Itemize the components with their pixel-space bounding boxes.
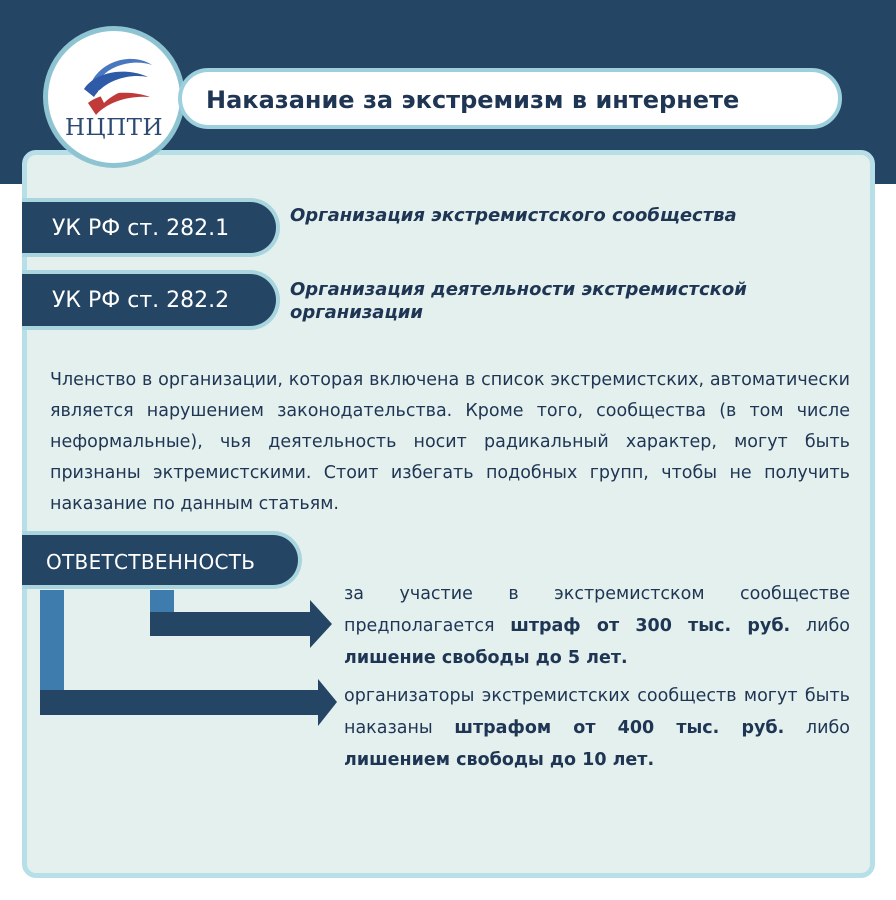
- logo-text: НЦПТИ: [64, 115, 164, 141]
- item-text: либо: [790, 616, 850, 636]
- responsibility-item-1: [344, 578, 850, 674]
- item-text: либо: [784, 718, 850, 738]
- article-description: Организация деятельности экстремистской организации: [290, 279, 747, 323]
- item-text: за участие в экстремистском сообществе предполагается: [344, 584, 850, 636]
- item-text: организаторы экстремистских сообществ могут быть наказаны: [344, 686, 850, 738]
- article-code: УК РФ ст. 282.1: [52, 216, 230, 241]
- arrow-inner-icon: [150, 600, 332, 648]
- page-title: Наказание за экстремизм в интернете: [206, 86, 740, 114]
- item-prison: лишение свободы до 5 лет.: [344, 648, 628, 668]
- article-description: Организация экстремистского сообщества: [290, 205, 737, 226]
- article-code: УК РФ ст. 282.2: [52, 288, 230, 313]
- arrow-outer-icon: [40, 679, 337, 726]
- item-fine: штрафом от 400 тыс. руб.: [454, 718, 785, 738]
- responsibility-tag: [22, 531, 302, 589]
- connector-vertical-outer: [40, 590, 64, 702]
- body-paragraph: Членство в организации, которая включена в список экстремистских, автоматически является нарушением законодательства. Кроме того, сообщества (в том числе неформальные), чья деятельность носит радикальный характер, могут быть признаны эктремистскими. Стоит избегать подобных групп, чтобы не получить наказание по данным статьям.: [50, 370, 850, 514]
- item-fine: штраф от 300 тыс. руб.: [510, 616, 791, 636]
- item-prison: лишением свободы до 10 лет.: [344, 750, 655, 770]
- responsibility-item-2: [344, 680, 850, 776]
- responsibility-label: ОТВЕТСТВЕННОСТЬ: [46, 550, 256, 574]
